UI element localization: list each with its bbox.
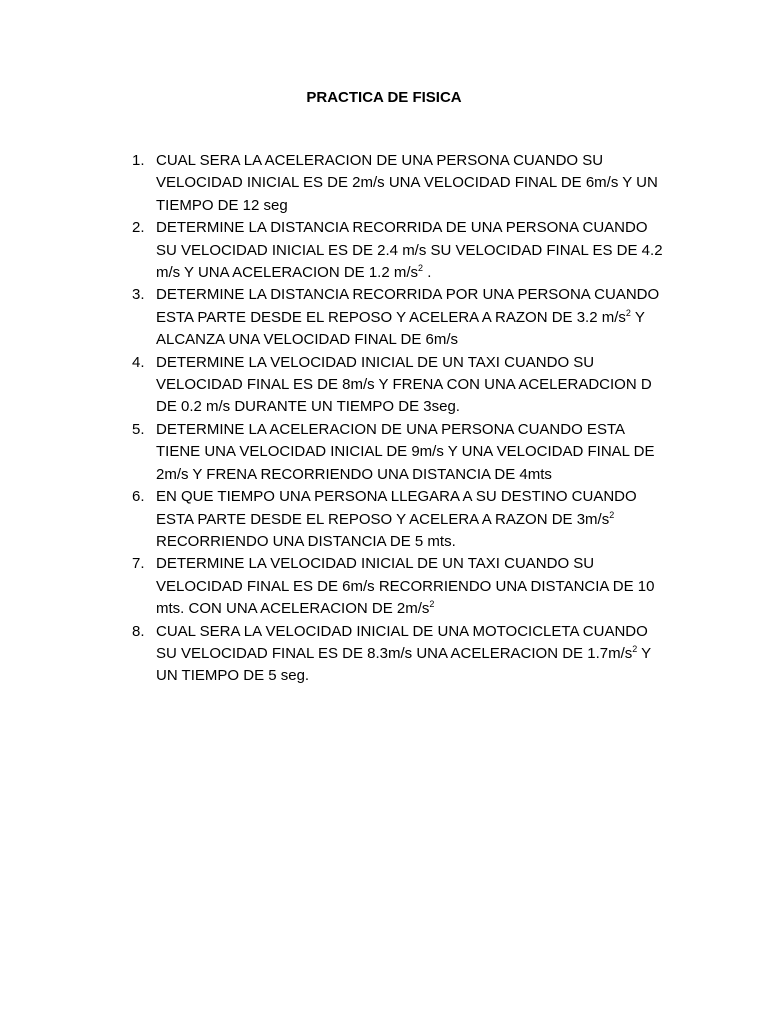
question-text-segment: RECORRIENDO UNA DISTANCIA DE 5 mts. — [156, 532, 456, 550]
question-text-segment: CUAL SERA LA ACELERACION DE UNA PERSONA CUANDO SU VELOCIDAD INICIAL ES DE 2m/s UNA VELOCIDAD FINAL DE 6m/s Y UN TIEMPO DE 12 seg — [156, 152, 658, 214]
question-text-segment: Y UN TIEMPO DE 5 seg. — [156, 644, 651, 685]
question-list — [130, 150, 670, 688]
question-text-segment: DETERMINE LA DISTANCIA RECORRIDA POR UNA PERSONA CUANDO ESTA PARTE DESDE EL REPOSO Y ACELERA A RAZON DE 3.2 m/s — [156, 286, 660, 326]
list-item — [130, 217, 670, 284]
question-text — [156, 352, 670, 419]
list-item — [130, 553, 670, 620]
list-item — [130, 419, 670, 486]
question-number: 3. — [132, 286, 145, 304]
superscript-exponent: 2 — [632, 643, 638, 654]
question-number: 5. — [132, 420, 145, 438]
superscript-exponent: 2 — [625, 307, 631, 318]
question-text — [156, 553, 670, 620]
question-text-segment: DETERMINE LA VELOCIDAD INICIAL DE UN TAXI CUANDO SU VELOCIDAD FINAL ES DE 8m/s Y FRENA CON UNA ACELERADCION D DE 0.2 m/s DURANTE UN TIEMPO DE 3seg. — [156, 353, 652, 416]
question-number: 7. — [132, 555, 145, 573]
question-text — [156, 150, 670, 217]
question-text — [156, 217, 670, 284]
list-item — [130, 486, 670, 553]
superscript-exponent: 2 — [418, 263, 424, 274]
list-item — [130, 284, 670, 351]
question-text-segment: DETERMINE LA DISTANCIA RECORRIDA DE UNA PERSONA CUANDO SU VELOCIDAD INICIAL ES DE 2.4 m/s SU VELOCIDAD FINAL ES DE 4.2 m/s Y UNA ACELERACION DE 1.2 m/s — [156, 219, 663, 282]
question-text — [156, 419, 670, 486]
question-text-segment: DETERMINE LA VELOCIDAD INICIAL DE UN TAXI CUANDO SU VELOCIDAD FINAL ES DE 6m/s RECORRIENDO UNA DISTANCIA DE 10 mts. CON UNA ACELERACION DE 2m/s — [156, 555, 655, 618]
question-number: 8. — [132, 622, 145, 640]
list-item — [130, 621, 670, 688]
list-item — [130, 150, 670, 217]
superscript-exponent: 2 — [609, 509, 615, 520]
document-title: PRACTICA DE FISICA — [306, 89, 462, 106]
question-text-segment: Y ALCANZA UNA VELOCIDAD FINAL DE 6m/s — [156, 308, 645, 349]
list-item — [130, 352, 670, 419]
question-text-segment: DETERMINE LA ACELERACION DE UNA PERSONA CUANDO ESTA TIENE UNA VELOCIDAD INICIAL DE 9m/s Y UNA VELOCIDAD FINAL DE 2m/s Y FRENA RECORRIENDO UNA DISTANCIA DE 4mts — [156, 420, 655, 483]
question-text — [156, 284, 670, 351]
question-number: 2. — [132, 219, 145, 237]
question-number: 1. — [132, 152, 145, 169]
question-text-segment: CUAL SERA LA VELOCIDAD INICIAL DE UNA MOTOCICLETA CUANDO SU VELOCIDAD FINAL ES DE 8.3m/s UNA ACELERACION DE 1.7m/s — [156, 622, 648, 662]
question-number: 4. — [132, 353, 145, 371]
question-number: 6. — [132, 488, 145, 506]
question-text-segment: EN QUE TIEMPO UNA PERSONA LLEGARA A SU DESTINO CUANDO ESTA PARTE DESDE EL REPOSO Y ACELERA A RAZON DE 3m/s — [156, 488, 637, 528]
superscript-exponent: 2 — [429, 599, 435, 610]
question-text — [156, 486, 670, 553]
question-text — [156, 621, 670, 688]
question-text-segment: . — [423, 264, 432, 282]
